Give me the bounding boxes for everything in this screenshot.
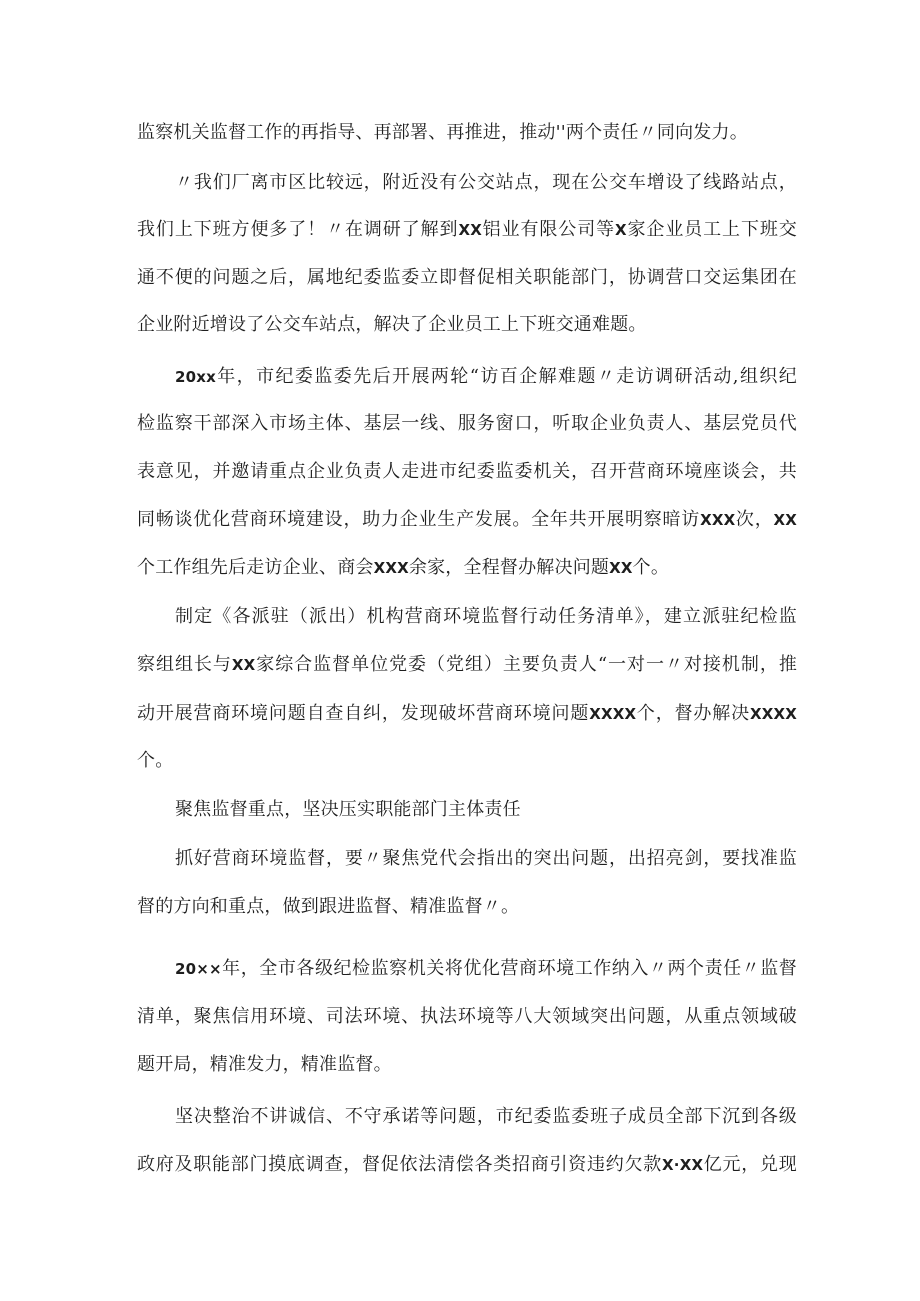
text-line: 我们上下班方便多了！〃在调研了解到XX铝业有限公司等X家企业员工上下班交 [137, 219, 797, 240]
text-line: 监察机关监督工作的再指导、再部署、再推进，推动''两个责任〃同向发力。 [137, 122, 748, 143]
text-line: 通不便的问题之后，属地纪委监委立即督促相关职能部门，协调营口交运集团在 [137, 267, 797, 288]
text-line: 20xx年，市纪委监委先后开展两轮“访百企解难题〃走访调研活动,组织纪 [175, 366, 797, 387]
text-line: 20××年，全市各级纪检监察机关将优化营商环境工作纳入〃两个责任〃监督 [175, 958, 797, 979]
text-line: 检监察干部深入市场主体、基层一线、服务窗口，听取企业负责人、基层党员代 [137, 413, 797, 434]
text-line: 个工作组先后走访企业、商会XXX余家，全程督办解决问题XX个。 [137, 557, 670, 578]
text-line: 督的方向和重点，做到跟进监督、精准监督〃。 [137, 896, 520, 917]
text-line: 〃我们厂离市区比较远，附近没有公交站点，现在公交车增设了线路站点， [175, 172, 797, 193]
text-line: 制定《各派驻（派出）机构营商环境监督行动任务清单》，建立派驻纪检监 [175, 606, 797, 627]
text-line: 政府及职能部门摸底调查，督促依法清偿各类招商引资违约欠款X·XX亿元，兑现 [137, 1154, 797, 1175]
text-line: 题开局，精准发力，精准监督。 [137, 1054, 392, 1075]
section-heading: 聚焦监督重点，坚决压实职能部门主体责任 [175, 799, 521, 820]
text-line: 同畅谈优化营商环境建设，助力企业生产发展。全年共开展明察暗访XXX次，XX [137, 509, 797, 530]
text-line: 表意见，并邀请重点企业负责人走进市纪委监委机关，召开营商环境座谈会，共 [137, 461, 797, 482]
text-line: 动开展营商环境问题自查自纠，发现破坏营商环境问题XXXX个，督办解决XXXX [137, 703, 797, 724]
text-line: 清单，聚焦信用环境、司法环境、执法环境等八大领域突出问题，从重点领域破 [137, 1006, 797, 1027]
text-line: 企业附近增设了公交车站点，解决了企业员工上下班交通难题。 [137, 314, 647, 335]
text-line: 抓好营商环境监督，要〃聚焦党代会指出的突出问题，出招亮剑，要找准监 [175, 848, 797, 869]
text-line: 个。 [137, 750, 174, 771]
text-line: 察组组长与XX家综合监督单位党委（党组）主要负责人“一对一〃对接机制，推 [137, 654, 798, 675]
text-line: 坚决整治不讲诚信、不守承诺等问题，市纪委监委班子成员全部下沉到各级 [175, 1106, 797, 1127]
